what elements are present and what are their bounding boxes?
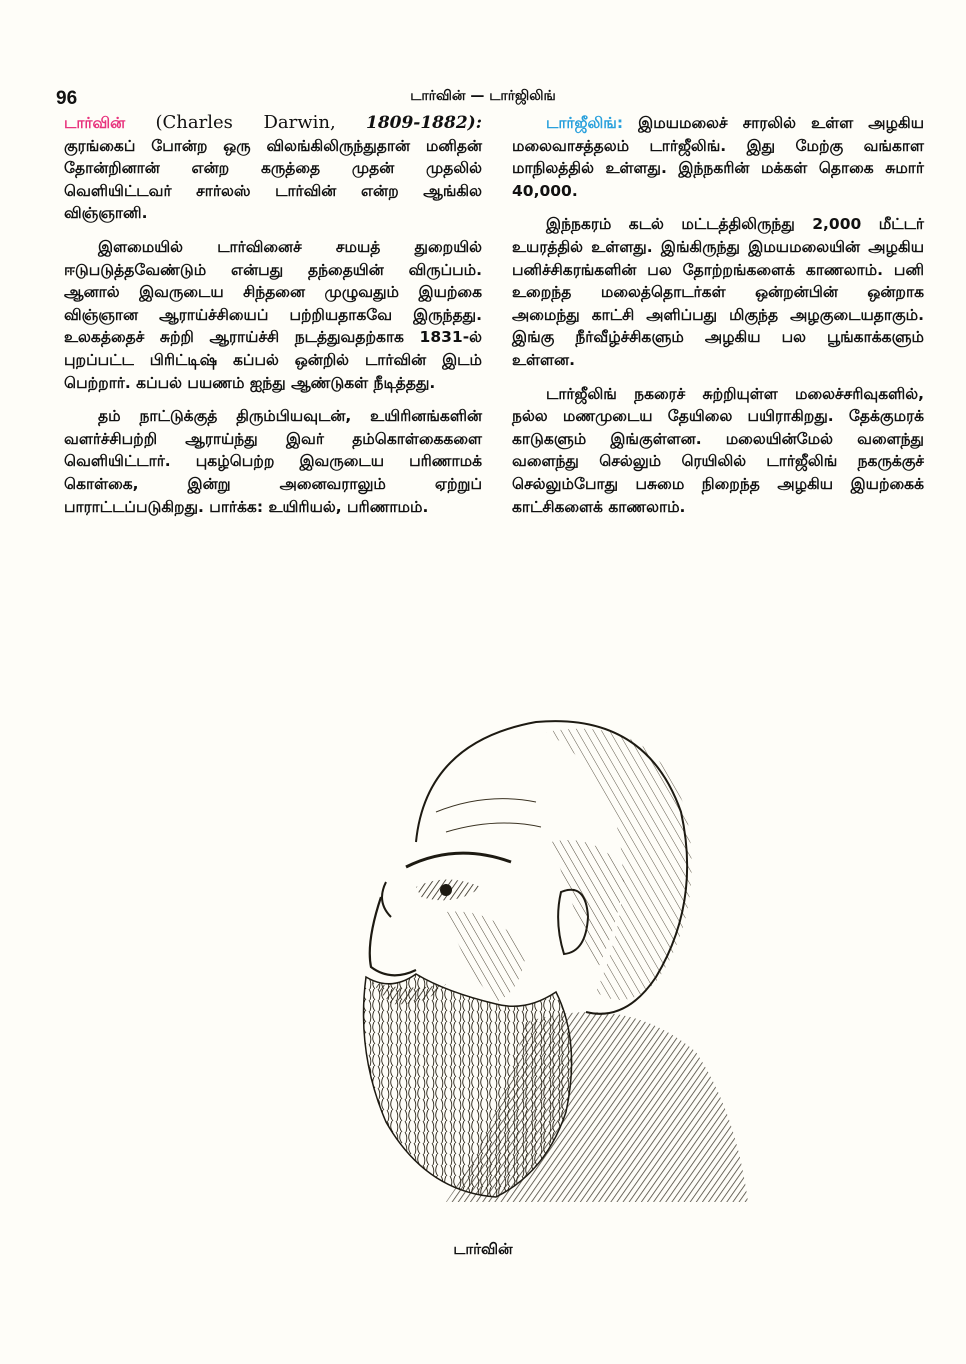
darwin-dates: 1809-1882): — [365, 113, 482, 133]
right-column — [512, 112, 924, 529]
darjeeling-paragraph-2: இந்நகரம் கடல் மட்டத்திலிருந்து 2,000 மீட்டர் உயரத்தில் உள்ளது. இங்கிருந்து இமயமலையின் அழகிய பனிச்சிகரங்களின் பல தோற்றங்களைக் காணலாம். பனி உறைந்த மலைத்தொடர்கள் ஒன்றன்பின் ஒன்றாக அமைந்து காட்சி அளிப்பது மிகுந்த அழகுடையதாகும். இங்கு நீர்வீழ்ச்சிகளும் அழகிய பல பூங்காக்களும் உள்ளன. — [512, 215, 924, 369]
darjeeling-paragraph-1 — [512, 112, 924, 202]
darwin-latin-name: (Charles Darwin, — [155, 112, 336, 133]
darwin-term: டார்வின் — [64, 114, 126, 132]
darwin-paragraph-1 — [64, 112, 482, 225]
darjeeling-paragraph-1-text: இமயமலைச் சாரலில் உள்ள அழகிய மலைவாசத்தலம் டார்ஜீலிங். இது மேற்கு வங்காள மாநிலத்தில் உள்ளது. இந்நகரின் மக்கள் தொகை சுமார் 40,000. — [512, 114, 924, 200]
running-head: டார்வின் — டார்ஜிலிங் — [410, 88, 556, 104]
page-number: 96 — [56, 88, 78, 109]
darwin-portrait-illustration — [296, 692, 748, 1202]
darwin-paragraph-3: தம் நாட்டுக்குத் திரும்பியவுடன், உயிரினங்களின் வளர்ச்சிபற்றி ஆராய்ந்து இவர் தம்கொள்கைகளை வெளியிட்டார். புகழ்பெற்ற இவருடைய பரிணாமக் கொள்கை, இன்று அனைவராலும் ஏற்றுப் பாராட்டப்படுகிறது. பார்க்க: உயிரியல், பரிணாமம். — [64, 407, 482, 516]
figure-caption: டார்வின் — [453, 1240, 513, 1258]
darjeeling-paragraph-3: டார்ஜீலிங் நகரைச் சுற்றியுள்ள மலைச்சரிவுகளில், நல்ல மணமுடைய தேயிலை பயிராகிறது. தேக்குமரக் காடுகளும் இங்குள்ளன. மலையின்மேல் வளைந்து வளைந்து செல்லும் ரெயிலில் டார்ஜீலிங் நகருக்குச் செல்லும்போது பசுமை நிறைந்த அழகிய இயற்கைக் காட்சிகளைக் காணலாம். — [512, 384, 924, 516]
darwin-paragraph-1-text: குரங்கைப் போன்ற ஒரு விலங்கிலிருந்துதான் மனிதன் தோன்றினான் என்ற கருத்தை முதன் முதலில் வெளியிட்டவர் சார்லஸ் டார்வின் என்ற ஆங்கில விஞ்ஞானி. — [64, 136, 482, 223]
left-column — [64, 112, 482, 529]
darjeeling-term: டார்ஜீலிங்: — [546, 114, 624, 132]
darwin-paragraph-2: இளமையில் டார்வினைச் சமயத் துறையில் ஈடுபடுத்தவேண்டும் என்பது தந்தையின் விருப்பம். ஆனால் இவருடைய சிந்தனை முழுவதும் இயற்கை விஞ்ஞான ஆராய்ச்சியைப் பற்றியதாகவே இருந்தது. உலகத்தைச் சுற்றி ஆராய்ச்சி நடத்துவதற்காக 1831-ல் புறப்பட்ட பிரிட்டிஷ் கப்பல் ஒன்றில் டார்வின் இடம் பெற்றார். கப்பல் பயணம் ஐந்து ஆண்டுகள் நீடித்தது. — [64, 237, 482, 392]
